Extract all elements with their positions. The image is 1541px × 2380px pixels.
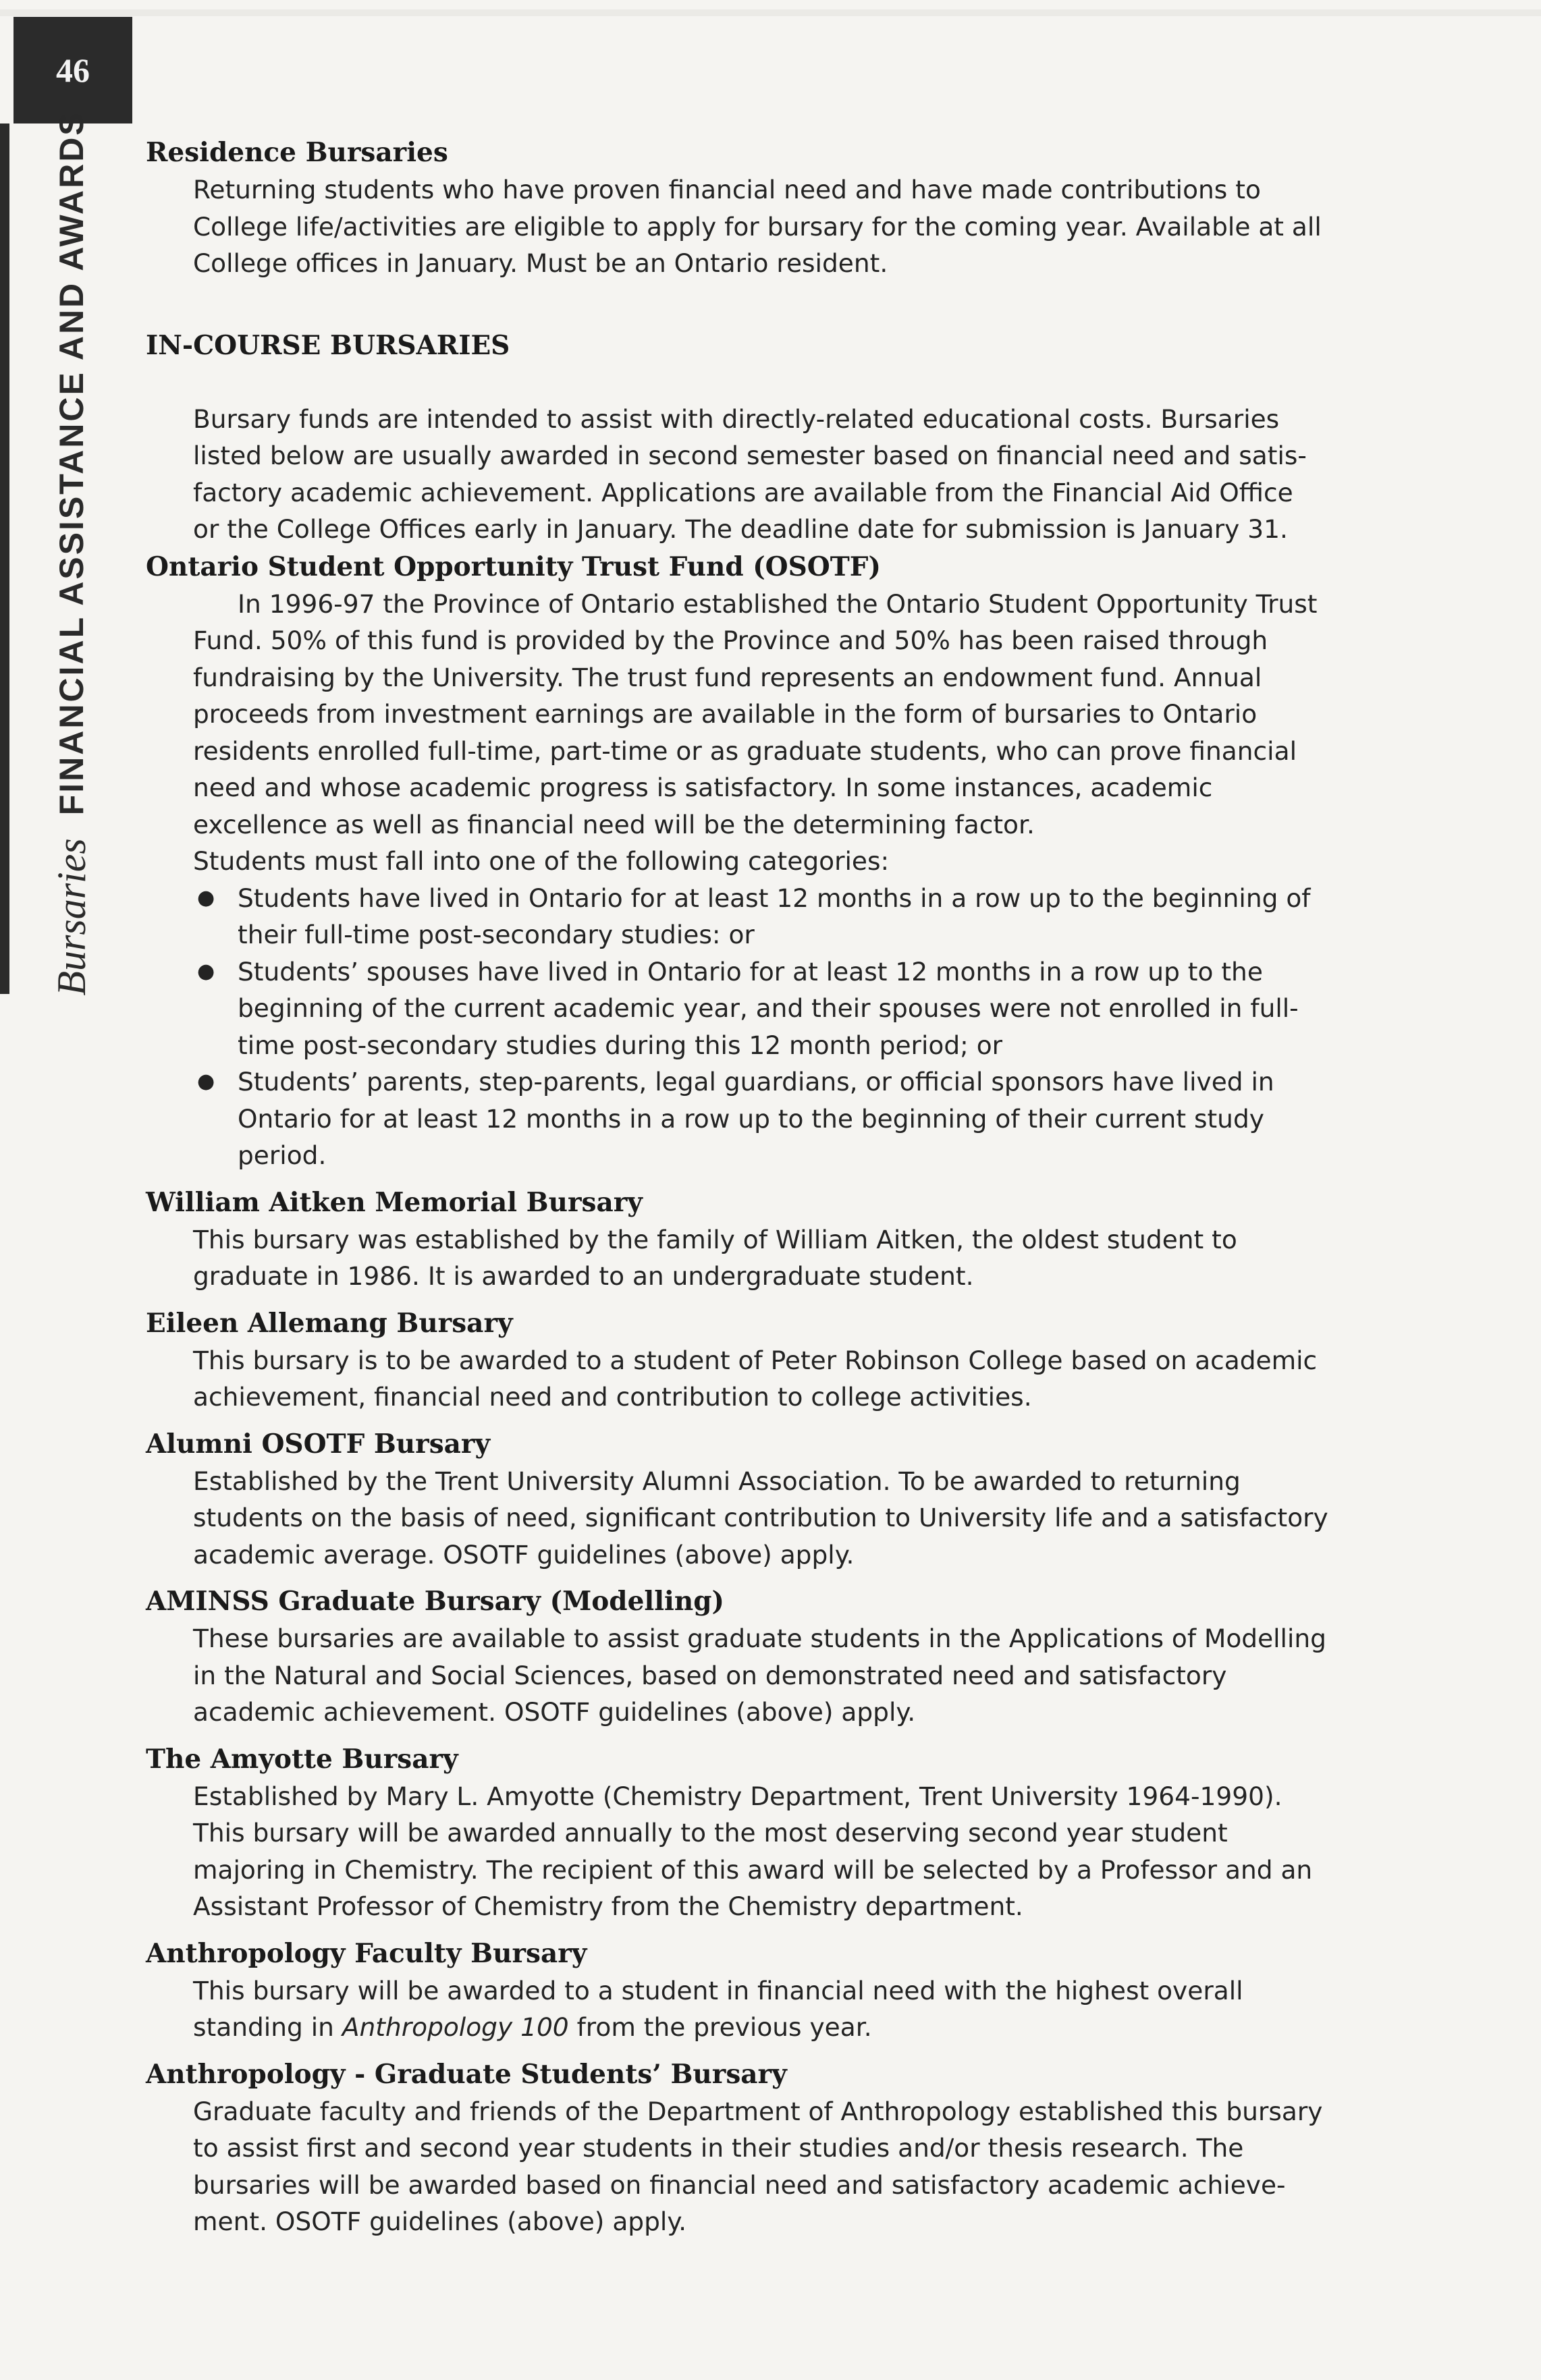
text-line: Assistant Professor of Chemistry from the Chemistry department.	[193, 1891, 1023, 1921]
anthropology-graduate-bursary-section	[146, 2055, 1374, 2240]
allemang-bursary-section	[146, 1304, 1374, 1416]
section-heading: Residence Bursaries	[146, 137, 448, 168]
text-line: their full-time post-secondary studies: or	[238, 920, 755, 949]
page-number: 46	[56, 51, 90, 89]
text-line: Established by the Trent University Alumni Association. To be awarded to returning	[193, 1466, 1241, 1496]
section-heading: Anthropology - Graduate Students’ Bursary	[146, 2058, 787, 2090]
side-bar	[0, 123, 9, 994]
section-body	[193, 1972, 1374, 2046]
anthropology-faculty-bursary-section	[146, 1935, 1374, 2046]
top-rule	[0, 9, 1541, 16]
text-line: These bursaries are available to assist graduate students in the Applications of Modelling	[193, 1624, 1326, 1653]
list-item	[193, 1063, 1374, 1174]
aitken-bursary-section	[146, 1184, 1374, 1295]
text-line: Students’ parents, step-parents, legal guardians, or official sponsors have lived in	[238, 1067, 1274, 1097]
section-body	[193, 401, 1374, 548]
side-section-label: Bursaries	[49, 838, 94, 996]
text-line: College life/activities are eligible to apply for bursary for the coming year. Available at all	[193, 211, 1322, 242]
text-line: academic achievement. OSOTF guidelines (above) apply.	[193, 1697, 916, 1727]
text-line: This bursary is to be awarded to a student of Peter Robinson College based on academic	[193, 1345, 1318, 1375]
section-heading: IN-COURSE BURSARIES	[146, 329, 510, 361]
text-line: proceeds from investment earnings are available in the form of bursaries to Ontario	[193, 699, 1258, 729]
bullet-icon: ●	[197, 1070, 215, 1093]
section-body	[193, 1221, 1374, 1295]
text-line: Bursary funds are intended to assist with directly-related educational costs. Bursaries	[193, 404, 1280, 434]
section-body	[193, 1463, 1374, 1574]
section-body	[193, 2093, 1374, 2240]
bullet-icon: ●	[197, 959, 215, 983]
residence-bursaries-section	[146, 134, 1374, 282]
text-line: This bursary will be awarded to a student in financial need with the highest overall	[193, 1975, 1243, 2005]
text-line: Returning students who have proven financial need and have made contributions to	[193, 175, 1261, 204]
text-line: graduate in 1986. It is awarded to an undergraduate student.	[193, 1261, 974, 1291]
section-body	[193, 1778, 1374, 1925]
section-heading: Ontario Student Opportunity Trust Fund (OSOTF)	[146, 551, 881, 582]
text-line: beginning of the current academic year, and their spouses were not enrolled in full-	[238, 993, 1299, 1023]
section-heading: Anthropology Faculty Bursary	[146, 1937, 587, 1969]
section-heading: AMINSS Graduate Bursary (Modelling)	[146, 1586, 724, 1617]
text-line: academic average. OSOTF guidelines (above) apply.	[193, 1539, 855, 1570]
text-line: listed below are usually awarded in second semester based on financial need and satis-	[193, 441, 1307, 470]
text-span: standing in	[193, 2012, 342, 2042]
text-line: Graduate faculty and friends of the Department of Anthropology established this bursary	[193, 2096, 1323, 2126]
section-body	[193, 1620, 1374, 1731]
text-line: In 1996-97 the Province of Ontario established the Ontario Student Opportunity Trust	[238, 588, 1318, 619]
text-line: Fund. 50% of this fund is provided by the Province and 50% has been raised through	[193, 626, 1268, 655]
aminss-bursary-section	[146, 1582, 1374, 1731]
osotf-section	[146, 548, 1374, 1174]
course-name: Anthropology 100	[342, 2012, 569, 2042]
page-content	[146, 134, 1374, 2240]
amyotte-bursary-section	[146, 1740, 1374, 1925]
text-line: College offices in January. Must be an Ontario resident.	[193, 248, 888, 278]
section-heading: Alumni OSOTF Bursary	[146, 1428, 491, 1460]
text-line: Ontario for at least 12 months in a row up to the beginning of their current study	[238, 1103, 1264, 1134]
section-heading: Eileen Allemang Bursary	[146, 1307, 513, 1339]
text-line: Students must fall into one of the following categories:	[193, 846, 890, 876]
text-line: period.	[238, 1140, 327, 1170]
in-course-bursaries-section	[146, 327, 1374, 548]
eligibility-list	[193, 880, 1374, 1174]
text-line: majoring in Chemistry. The recipient of this award will be selected by a Professor and an	[193, 1854, 1313, 1885]
text-line: achievement, financial need and contribution to college activities.	[193, 1382, 1032, 1412]
bullet-icon: ●	[197, 885, 215, 910]
text-line: factory academic achievement. Applications are available from the Financial Aid Office	[193, 477, 1293, 507]
text-line: residents enrolled full-time, part-time or as graduate students, who can prove financial	[193, 736, 1297, 766]
text-line: or the College Offices early in January. The deadline date for submission is January 31.	[193, 514, 1288, 544]
text-line	[193, 2009, 1374, 2046]
section-body	[193, 586, 1374, 880]
text-line: This bursary was established by the family of William Aitken, the oldest student to	[193, 1224, 1237, 1254]
list-item	[193, 953, 1374, 1064]
text-line: bursaries will be awarded based on financial need and satisfactory academic achieve-	[193, 2169, 1286, 2200]
section-body	[193, 171, 1374, 282]
text-line: ment. OSOTF guidelines (above) apply.	[193, 2207, 687, 2236]
section-body	[193, 1342, 1374, 1416]
text-line: time post-secondary studies during this 12 month period; or	[238, 1030, 1003, 1060]
text-line: Established by Mary L. Amyotte (Chemistry Department, Trent University 1964-1990).	[193, 1781, 1282, 1811]
text-line: Students have lived in Ontario for at least 12 months in a row up to the beginning of	[238, 883, 1311, 913]
section-heading: The Amyotte Bursary	[146, 1743, 458, 1775]
text-line: to assist first and second year students in their studies and/or thesis research. The	[193, 2133, 1244, 2163]
section-heading: William Aitken Memorial Bursary	[146, 1186, 643, 1218]
text-line: need and whose academic progress is satisfactory. In some instances, academic	[193, 773, 1213, 802]
side-chapter-title: FINANCIAL ASSISTANCE AND AWARDS	[53, 111, 90, 816]
alumni-bursary-section	[146, 1425, 1374, 1574]
text-span: from the previous year.	[568, 2012, 872, 2042]
text-line: in the Natural and Social Sciences, based on demonstrated need and satisfactory	[193, 1660, 1227, 1690]
list-item	[193, 880, 1374, 953]
text-line: This bursary will be awarded annually to the most deserving second year student	[193, 1818, 1228, 1848]
text-line: Students’ spouses have lived in Ontario for at least 12 months in a row up to the	[238, 956, 1263, 987]
page-number-tab	[13, 17, 132, 123]
text-line: students on the basis of need, significant contribution to University life and a satisfactory	[193, 1503, 1328, 1532]
side-section-title	[48, 111, 95, 996]
text-line: excellence as well as financial need will be the determining factor.	[193, 809, 1035, 839]
text-line: fundraising by the University. The trust fund represents an endowment fund. Annual	[193, 662, 1262, 692]
